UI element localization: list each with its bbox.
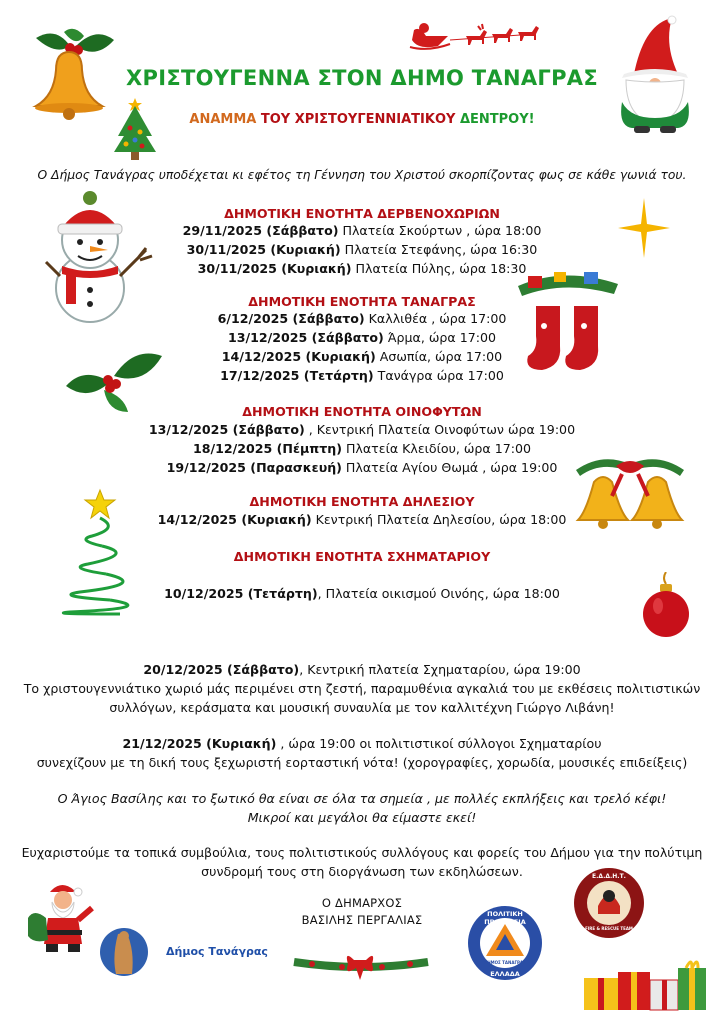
civil-protection-inner-text: ΔΗΜΟΣ ΤΑΝΑΓΡΑΣ (484, 960, 526, 965)
event-date: 17/12/2025 (Τετάρτη) (220, 368, 374, 383)
event-date: 13/12/2025 (Σάββατο) (148, 422, 305, 437)
event-place: Πλατεία Στεφάνης, ώρα 16:30 (340, 242, 538, 257)
event-place: Πλατεία Κλειδίου, ώρα 17:00 (341, 441, 532, 456)
santa-note-line: Μικροί και μεγάλοι θα είμαστε εκεί! (247, 810, 477, 825)
event-item (0, 309, 724, 328)
civil-protection-bottom-text: ΕΛΛΑΔΑ (490, 970, 520, 978)
santa-note (0, 789, 724, 827)
event-date: 14/12/2025 (Κυριακή) (221, 349, 376, 364)
signature-name: ΒΑΣΙΛΗΣ ΠΕΡΓΑΛΙΑΣ (301, 913, 423, 927)
intro-text: Ο Δήμος Τανάγρας υποδέχεται κι εφέτος τη Γέννηση του Χριστού σκορπίζοντας φως σε κάθε γωνιά του. (37, 168, 687, 182)
garland-icon (292, 948, 430, 982)
thanks-line: Ευχαριστούμε τα τοπικά συμβούλια, τους πολιτιστικούς συλλόγους και φορείς του Δήμου για την πολύτιμη (21, 845, 703, 860)
event-place: Τανάγρα ώρα 17:00 (373, 368, 504, 383)
municipality-logo-text: Δήμος Τανάγρας (166, 945, 268, 958)
section-title-dervenochoria: ΔΗΜΟΤΙΚΗ ΕΝΟΤΗΤΑ ΔΕΡΒΕΝΟΧΩΡΙΩΝ (224, 206, 500, 221)
event-item (0, 584, 724, 603)
event-place: , Πλατεία οικισμού Οινόης, ώρα 18:00 (317, 586, 560, 601)
event-place: , Κεντρική πλατεία Σχηματαρίου, ώρα 19:00 (299, 662, 581, 677)
section-title-oinofyta: ΔΗΜΟΤΙΚΗ ΕΝΟΤΗΤΑ ΟΙΝΟΦΥΤΩΝ (242, 404, 482, 419)
event-date: 18/12/2025 (Πέμπτη) (192, 441, 342, 456)
thanks-line: συνδρομή τους στη διοργάνωση των εκδηλώσεων. (201, 864, 523, 879)
event-place: , ώρα 19:00 οι πολιτιστικοί σύλλογοι Σχηματαρίου (276, 736, 602, 751)
christmas-tree-icon (112, 96, 158, 162)
event-date: 30/11/2025 (Κυριακή) (197, 261, 352, 276)
event-date: 29/11/2025 (Σάββατο) (182, 223, 339, 238)
section-title-schimatari: ΔΗΜΟΤΙΚΗ ΕΝΟΤΗΤΑ ΣΧΗΜΑΤΑΡΙΟΥ (233, 549, 491, 564)
subtitle-part-3: ΔΕΝΤΡΟΥ! (459, 112, 535, 127)
santa-note-line: Ο Άγιος Βασίλης και το ξωτικό θα είναι σε όλα τα σημεία , με πολλές εκπλήξεις και τρελό κέφι! (57, 791, 667, 806)
municipality-logo-icon (98, 922, 150, 982)
gift-boxes-icon (578, 958, 710, 1014)
rescue-team-top-text: Ε.Δ.Δ.Η.Τ. (592, 873, 626, 880)
event-description-line: συνεχίζουν με τη δική τους ξεχωριστή εορταστική νότα! (χορογραφίες, χορωδία, μουσικές επιδείξεις) (36, 755, 688, 770)
event-list-schimatari (0, 584, 724, 603)
subtitle-part-2: ΤΟΥ ΧΡΙΣΤΟΥΓΕΝΝΙΑΤΙΚΟΥ (256, 112, 460, 127)
schimatari-event-20 (0, 660, 724, 717)
event-place: Κεντρική Πλατεία Δηλεσίου, ώρα 18:00 (311, 512, 567, 527)
event-item (0, 221, 724, 240)
event-date: 20/12/2025 (Σάββατο) (143, 662, 300, 677)
section-title-tanagra: ΔΗΜΟΤΙΚΗ ΕΝΟΤΗΤΑ ΤΑΝΑΓΡΑΣ (248, 294, 476, 309)
page-subtitle (0, 112, 724, 127)
civil-protection-logo (466, 904, 544, 982)
page-title: ΧΡΙΣΤΟΥΓΕΝΝΑ ΣΤΟΝ ΔΗΜΟ ΤΑΝΑΓΡΑΣ (126, 66, 598, 90)
event-item (0, 420, 724, 439)
event-place: Πλατεία Πύλης, ώρα 18:30 (351, 261, 527, 276)
event-place: Πλατεία Αγίου Θωμά , ώρα 19:00 (341, 460, 558, 475)
event-place: Ασωπία, ώρα 17:00 (375, 349, 503, 364)
subtitle-part-1: ΑΝΑΜΜΑ (189, 112, 257, 127)
event-date: 21/12/2025 (Κυριακή) (122, 736, 277, 751)
event-date: 10/12/2025 (Τετάρτη) (164, 586, 318, 601)
civil-protection-top-text: ΠΟΛΙΤΙΚΗ ΠΡΟΣΤΑΣΙΑ (484, 910, 526, 926)
event-place: , Κεντρική Πλατεία Οινοφύτων ώρα 19:00 (304, 422, 576, 437)
rescue-team-bottom-text: FIRE & RESCUE TEAM (585, 926, 633, 931)
event-date: 30/11/2025 (Κυριακή) (186, 242, 341, 257)
signature-role: Ο ΔΗΜΑΡΧΟΣ (321, 896, 403, 910)
event-item (0, 240, 724, 259)
event-date: 6/12/2025 (Σάββατο) (217, 311, 365, 326)
event-item (0, 328, 724, 347)
santa-claus-icon (28, 878, 100, 956)
event-date: 14/12/2025 (Κυριακή) (157, 512, 312, 527)
ornament-icon (640, 572, 692, 642)
event-description-line: Το χριστουγεννιάτικο χωριό μάς περιμένει στη ζεστή, παραμυθένια αγκαλιά του με εκθέσεις πολιτιστικών (23, 681, 701, 696)
event-description-line: συλλόγων, κεράσματα και μουσική συναυλία με τον καλλιτέχνη Γιώργο Λιβάνη! (109, 700, 615, 715)
event-place: Καλλιθέα , ώρα 17:00 (364, 311, 507, 326)
section-title-dilesi: ΔΗΜΟΤΙΚΗ ΕΝΟΤΗΤΑ ΔΗΛΕΣΙΟΥ (249, 494, 475, 509)
event-place: Άρμα, ώρα 17:00 (383, 330, 496, 345)
schimatari-event-21 (0, 734, 724, 772)
event-date: 13/12/2025 (Σάββατο) (227, 330, 384, 345)
event-place: Πλατεία Σκούρτων , ώρα 18:00 (338, 223, 542, 238)
rescue-team-logo (572, 866, 646, 940)
event-date: 19/12/2025 (Παρασκευή) (166, 460, 342, 475)
santa-sleigh-icon (408, 14, 548, 54)
